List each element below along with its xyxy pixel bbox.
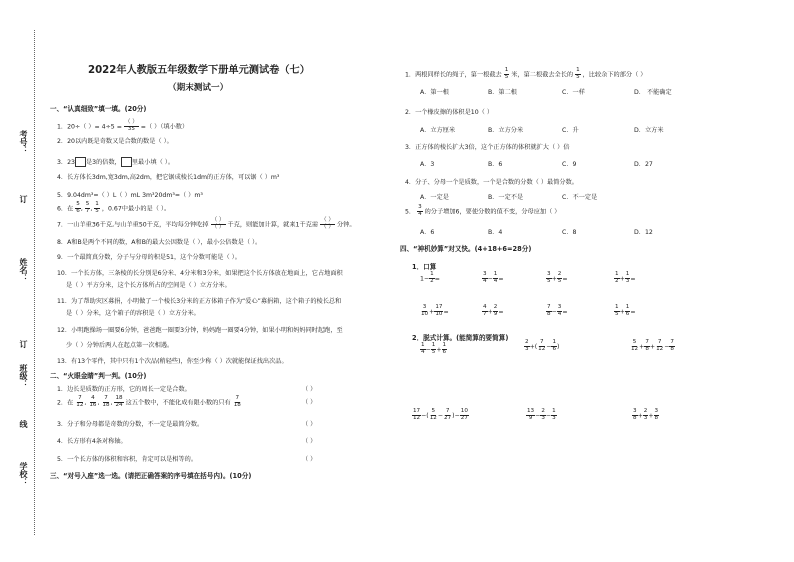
- operator: −: [454, 412, 460, 420]
- fraction: [417, 205, 423, 218]
- operator: −: [551, 308, 557, 316]
- numerator: 5: [431, 408, 436, 414]
- class-label: 班级：: [19, 364, 28, 388]
- calc-item-1: [420, 343, 447, 356]
- denominator: 3: [643, 414, 648, 421]
- numerator: 7: [104, 395, 108, 401]
- judge-paren[interactable]: （ ）: [302, 421, 317, 428]
- numerator: 7: [445, 408, 450, 414]
- numerator: 18: [115, 395, 123, 401]
- q4-option-c[interactable]: C．不一定是: [562, 194, 598, 201]
- s1-question-7: [57, 218, 356, 231]
- numerator: 1: [552, 339, 557, 345]
- section4-heading: 四、“神机妙算”对又快。(4+18+6=28分): [400, 245, 532, 253]
- numerator: 7: [657, 339, 662, 345]
- denominator: 8: [547, 310, 551, 317]
- binding-char-xian: 线: [19, 420, 28, 428]
- numerator: 1: [504, 67, 509, 73]
- fraction: [575, 68, 581, 81]
- fraction: [233, 396, 242, 409]
- q3-option-c[interactable]: C．9: [562, 161, 577, 168]
- s1-question-2: 2．20以内既是奇数又是合数的数是（ ）。: [57, 138, 173, 145]
- operator: −: [546, 343, 552, 351]
- fraction: [460, 409, 469, 422]
- fraction: [630, 340, 639, 353]
- denominator: 3: [525, 345, 529, 352]
- q1-option-a[interactable]: A．第一根: [420, 89, 449, 96]
- s3-question-4: 4．分子、分母一个是质数，一个是合数的分数（ ）最简分数。: [405, 179, 578, 186]
- answer-fraction: [211, 218, 226, 231]
- s1-question-6: 6．在 $\frac{5}{6}$ , $\frac{5}{7}$ , $\frac{1}{5}$ ，0.67中最小的是（ ）。: [57, 201, 171, 214]
- fraction: [655, 340, 664, 353]
- s1-question-5: 5．9.04dm³=（ ）L（ ）mL 3m³20dm³=（ ）m³: [57, 192, 203, 199]
- q5-text-2: 的分子增加6，要使分数的值不变，分母应加（ ）: [424, 208, 561, 216]
- denominator: 4: [418, 210, 422, 217]
- operator: +: [648, 412, 654, 420]
- operator: +: [619, 308, 625, 316]
- q1-fraction: [124, 120, 139, 133]
- denominator: 2: [430, 277, 434, 284]
- q5-option-d[interactable]: D．12: [634, 229, 653, 236]
- numerator: 4: [91, 395, 95, 401]
- paren-close: ): [452, 412, 455, 420]
- s3-question-2: 2．一个橡皮擦的体积是10（ ）: [405, 109, 494, 116]
- operator: +: [619, 275, 625, 283]
- numerator: （ ）: [124, 119, 138, 125]
- calc-item-3: [630, 340, 675, 353]
- numerator: 3: [422, 304, 427, 310]
- denominator: 10: [421, 310, 429, 317]
- numerator: 1: [576, 67, 580, 73]
- numerator: 1: [442, 342, 447, 348]
- q3-text: 3．23: [57, 159, 75, 166]
- numerator: 1: [431, 342, 436, 348]
- numerator: 7: [670, 339, 674, 345]
- equals: =: [630, 308, 636, 316]
- numerator: 3: [483, 271, 487, 277]
- s1-question-13: 13．有13个零件，其中只有1个次品(稍轻些)，你至少称（ ）次就能保证找出次品。: [57, 358, 288, 365]
- q3-text-2: 是3的倍数，: [86, 159, 121, 166]
- oral-item-3: [546, 272, 568, 285]
- denominator: 16: [89, 401, 97, 408]
- denominator: 12: [413, 414, 421, 421]
- exam-number-label: 考号：: [19, 130, 28, 154]
- denominator: 27: [460, 414, 468, 421]
- numerator: 17: [435, 304, 443, 310]
- numerator: 7: [547, 304, 551, 310]
- q7-text-2: 千克，则能加计算，就来1千克需: [227, 221, 319, 229]
- q5-text: 5．: [405, 208, 416, 216]
- denominator: 10: [435, 310, 443, 317]
- operator: −: [487, 275, 493, 283]
- denominator: 8: [654, 414, 659, 421]
- numerator: 5: [85, 201, 90, 207]
- equals: =: [562, 308, 568, 316]
- denominator: 5: [615, 310, 619, 317]
- s1-question-12a: 12．小明跑操场一圈要6分钟，爸爸跑一圈要3分钟，妈妈跑一圈要4分钟，如果小明和妈妈同时起跑，至: [57, 327, 343, 334]
- numerator: 1: [95, 201, 99, 207]
- numerator: 13: [527, 408, 535, 414]
- s2-question-4: 4．长方形有4条对称轴。: [57, 438, 127, 445]
- oral-item-7: [546, 305, 568, 318]
- numerator: 1: [552, 408, 556, 414]
- numerator: 10: [460, 408, 468, 414]
- denominator: 9: [493, 310, 498, 317]
- denominator: 4: [483, 277, 487, 284]
- oral-item-2: [482, 272, 504, 285]
- section2-heading: 二、“火眼金睛”判一判。(10分): [50, 372, 147, 380]
- oral-item-6: [482, 305, 504, 318]
- denominator: 3: [625, 277, 630, 284]
- numerator: 7: [78, 395, 82, 401]
- operator: −: [437, 412, 444, 420]
- q1-option-d[interactable]: D． 不能确定: [634, 89, 672, 96]
- denominator: 8: [633, 414, 637, 421]
- numerator: 7: [235, 395, 240, 401]
- denominator: 3: [552, 414, 556, 421]
- q1-option-b[interactable]: B．第二根: [488, 89, 517, 96]
- numerator: 3: [547, 271, 551, 277]
- s3-question-1: [405, 68, 646, 81]
- s1-question-10a: 10．一个长方体，三条棱的长分别是6分米、4分米和3分米，如果把这个长方体放在地面上，它占地面积: [57, 270, 343, 277]
- q6-text: 6．在: [57, 205, 74, 213]
- s2-question-1: 1．边长是质数的正方形，它的周长一定是合数。: [57, 386, 191, 393]
- calc-heading: 2．脱式计算。(能简算的要简算): [412, 334, 509, 342]
- whole-number: 1: [420, 275, 424, 283]
- denominator: 5: [431, 348, 436, 355]
- numerator: 5: [632, 339, 637, 345]
- denominator: 5: [504, 73, 509, 80]
- q5-option-c[interactable]: C．8: [562, 229, 577, 236]
- denominator: 35: [127, 125, 135, 132]
- s1-question-11b: 是（ ）分米，这个箱子的容积是（ ）立方分米。: [66, 310, 200, 317]
- q2-option-d[interactable]: D．立方米: [634, 127, 664, 134]
- binding-dotted-line: [34, 30, 35, 535]
- numerator: 2: [557, 271, 562, 277]
- operator: +: [637, 412, 643, 420]
- answer-fraction: [320, 218, 335, 231]
- equals: =: [443, 308, 449, 316]
- equals: =: [434, 275, 440, 283]
- q2-option-a[interactable]: A．立方厘米: [420, 127, 456, 134]
- q7-text: 7．一山羊重36千克,与山羊重50千克，平均每分钟吃掉: [57, 221, 209, 229]
- binding-char-ding2: 订: [19, 340, 28, 348]
- operator: +: [429, 308, 435, 316]
- equals: =: [630, 275, 636, 283]
- numerator: 3: [557, 304, 562, 310]
- numerator: 1: [615, 304, 619, 310]
- fraction: [75, 202, 81, 215]
- operator: −: [535, 412, 541, 420]
- operator: +: [487, 308, 493, 316]
- numerator: 2: [493, 304, 498, 310]
- fraction: [412, 409, 421, 422]
- numerator: 2: [525, 339, 529, 345]
- operator: +: [436, 346, 442, 354]
- equals: =: [562, 275, 568, 283]
- s1-question-3: [57, 157, 174, 167]
- fraction: [551, 409, 557, 422]
- denominator: 5: [95, 207, 99, 214]
- oral-calc-heading: 1．口算: [412, 263, 437, 271]
- numerator: 3: [633, 408, 637, 414]
- equals: =: [498, 275, 504, 283]
- fraction: [429, 409, 438, 422]
- denominator: 7: [85, 207, 90, 214]
- fraction: [443, 408, 455, 422]
- numerator: 4: [483, 304, 487, 310]
- judge-paren[interactable]: （ ）: [302, 399, 317, 406]
- calc-item-4: [412, 409, 469, 422]
- denominator: 3: [541, 414, 545, 421]
- fraction: [101, 396, 110, 409]
- numerator: 1: [625, 271, 630, 277]
- denominator: 12: [631, 345, 639, 352]
- s2-question-5: 5．一个长方体的体积和容积，肯定可以是相等的。: [57, 456, 198, 463]
- q1-text: 1．20÷（ ）= 4÷5 =: [57, 123, 122, 131]
- fraction: [88, 396, 97, 409]
- s1-question-10b: 是（ ）平方分米，这个长方体所占的空间是（ ）立方分米。: [66, 282, 231, 289]
- judge-paren[interactable]: （ ）: [302, 438, 317, 445]
- oral-item-8: [614, 305, 636, 318]
- q1-text-2: 米，第二根截去全长的: [511, 71, 574, 79]
- fraction: [669, 340, 675, 353]
- denominator: 4: [493, 277, 498, 284]
- denominator: 7: [483, 310, 487, 317]
- denominator: （ ）: [211, 223, 225, 230]
- q5-option-a[interactable]: A．6: [420, 229, 435, 236]
- calc-item-2: $\frac{2}{3}$ +( $\frac{7}{12}$ − $\frac{1}{6}$ ): [525, 339, 560, 352]
- operator: −: [425, 346, 431, 354]
- section1-heading: 一、“认真细致”填一填。(20分): [50, 105, 147, 113]
- judge-paren[interactable]: （ ）: [302, 456, 317, 463]
- numerator: （ ）: [321, 217, 334, 223]
- q4-option-a[interactable]: A．一定是: [420, 194, 449, 201]
- denominator: 27: [444, 414, 452, 421]
- fraction: [114, 396, 123, 409]
- q1-option-c[interactable]: C．一样: [562, 89, 585, 96]
- school-label: 学校：: [19, 462, 28, 486]
- fraction: [551, 340, 557, 353]
- q3-option-b[interactable]: B．6: [488, 161, 503, 168]
- numerator: 1: [421, 342, 425, 348]
- section3-heading: 三、“对号入座”选一选。(请把正确答案的序号填在括号内)。(10分): [50, 472, 252, 480]
- calc-item-6: [632, 409, 659, 422]
- operator: −: [423, 275, 430, 283]
- binding-char-ding: 订: [19, 195, 28, 203]
- numerator: 2: [643, 408, 648, 414]
- q6-text-2: ，0.67中最小的是（ ）。: [101, 205, 171, 213]
- s3-question-5: [405, 205, 560, 218]
- judge-paren[interactable]: （ ）: [302, 386, 317, 393]
- numerator: 1: [493, 271, 498, 277]
- oral-item-1: [420, 272, 440, 285]
- q7-text-3: 分钟。: [336, 221, 356, 229]
- page-title: 2022年人教版五年级数学下册单元测试卷（七）: [88, 65, 310, 76]
- denominator: 5: [557, 277, 562, 284]
- denominator: 6: [625, 310, 630, 317]
- q2-option-c[interactable]: C．升: [562, 127, 579, 134]
- numerator: 1: [615, 271, 619, 277]
- s1-question-12b: 少（ ）分钟后两人在起点第一次相遇。: [66, 342, 174, 349]
- operator: +: [639, 343, 645, 351]
- q1-text: 1．两根同样长的绳子，第一根截去: [405, 71, 502, 79]
- denominator: 4: [557, 310, 562, 317]
- fraction: [420, 305, 429, 318]
- operator: −: [545, 412, 552, 420]
- denominator: 12: [76, 401, 84, 408]
- denominator: 18: [233, 401, 241, 408]
- denominator: 2: [615, 277, 619, 284]
- numerator: 2: [541, 408, 545, 414]
- denominator: 8: [645, 345, 649, 352]
- s2-question-2: 2．在 $\frac{7}{12}$ , $\frac{4}{16}$ , $\frac{7}{18}$ , $\frac{18}{24}$ 这五个数中，不能化成有限小数的只有 $\frac{7}{18}$: [57, 395, 241, 408]
- numerator: 1: [625, 304, 630, 310]
- q2-text-2: 这五个数中，不能化成有限小数的只有: [125, 399, 231, 407]
- denominator: 5: [576, 73, 580, 80]
- s2-question-3: 3．分子和分母都是奇数的分数，不一定是最简分数。: [57, 421, 204, 428]
- denominator: 12: [429, 414, 437, 421]
- q3-text-3: 里最小填（ ）。: [131, 159, 175, 166]
- denominator: 18: [102, 401, 110, 408]
- q5-option-b[interactable]: B．4: [488, 229, 503, 236]
- s1-question-8: 8．A和B是两个不同的数，A和B的最大公因数是（ ），最小公倍数是（ ）。: [57, 239, 262, 246]
- fraction: [526, 409, 535, 422]
- numerator: 3: [654, 408, 659, 414]
- fraction: [75, 396, 84, 409]
- fraction: [654, 409, 660, 422]
- page-subtitle: （期末测试一）: [168, 83, 229, 93]
- q2-option-b[interactable]: B．立方分米: [488, 127, 524, 134]
- s1-question-11a: 11．为了帮助灾区募捐，小明做了一个棱长3分米的正方体箱子作为“爱心”募捐箱，这个箱子的棱长总和: [57, 298, 342, 305]
- numerator: 5: [76, 201, 80, 207]
- denominator: 4: [421, 348, 425, 355]
- name-label: 姓名：: [19, 258, 28, 282]
- fraction: [85, 202, 91, 215]
- denominator: 5: [547, 277, 551, 284]
- oral-item-4: [614, 272, 636, 285]
- answer-box[interactable]: [121, 157, 132, 167]
- denominator: 12: [538, 345, 546, 352]
- denominator: 6: [442, 348, 447, 355]
- calc-item-5: [526, 409, 557, 422]
- fraction: [537, 340, 546, 353]
- numerator: 7: [645, 339, 649, 345]
- oral-item-5: [420, 305, 449, 318]
- fraction: [442, 343, 448, 356]
- s1-question-4: 4．长方体长3dm,宽3dm,高2dm，把它锯成棱长1dm的正方体，可以锯（ ）m³: [57, 174, 280, 181]
- s3-question-3: 3．正方体的棱长扩大3倍，这个正方体的体积就扩大（ ）倍: [405, 144, 570, 151]
- q3-option-a[interactable]: A．3: [420, 161, 435, 168]
- denominator: （ ）: [321, 223, 334, 230]
- operator: +: [649, 343, 656, 351]
- s1-question-9: 9．一个最简真分数，分子与分母的积是51，这个分数可能是（ ）。: [57, 254, 241, 261]
- numerator: （ ）: [211, 217, 225, 223]
- equals: =: [498, 308, 504, 316]
- q1-text-2: =（ ）（填小数）: [140, 123, 189, 131]
- denominator: 8: [670, 345, 674, 352]
- q1-text-3: ，比较余下的部分（ ）: [582, 71, 647, 79]
- fraction: [504, 68, 510, 81]
- q2-text: 2．在: [57, 399, 74, 407]
- denominator: 6: [552, 345, 557, 352]
- answer-box[interactable]: [75, 157, 86, 167]
- denominator: 6: [76, 207, 80, 214]
- fraction: [94, 202, 100, 215]
- numerator: 7: [539, 339, 544, 345]
- operator: +: [529, 343, 535, 351]
- q3-option-d[interactable]: D．27: [634, 161, 653, 168]
- operator: −(: [421, 412, 429, 420]
- denominator: 12: [656, 345, 664, 352]
- operator: +: [551, 275, 557, 283]
- denominator: 9: [528, 414, 533, 421]
- s1-question-1: [57, 120, 188, 133]
- denominator: 24: [115, 401, 123, 408]
- numerator: 1: [430, 271, 434, 277]
- numerator: 17: [413, 408, 421, 414]
- numerator: 3: [418, 204, 422, 210]
- operator: −: [664, 343, 670, 351]
- q4-option-b[interactable]: B．一定不是: [488, 194, 524, 201]
